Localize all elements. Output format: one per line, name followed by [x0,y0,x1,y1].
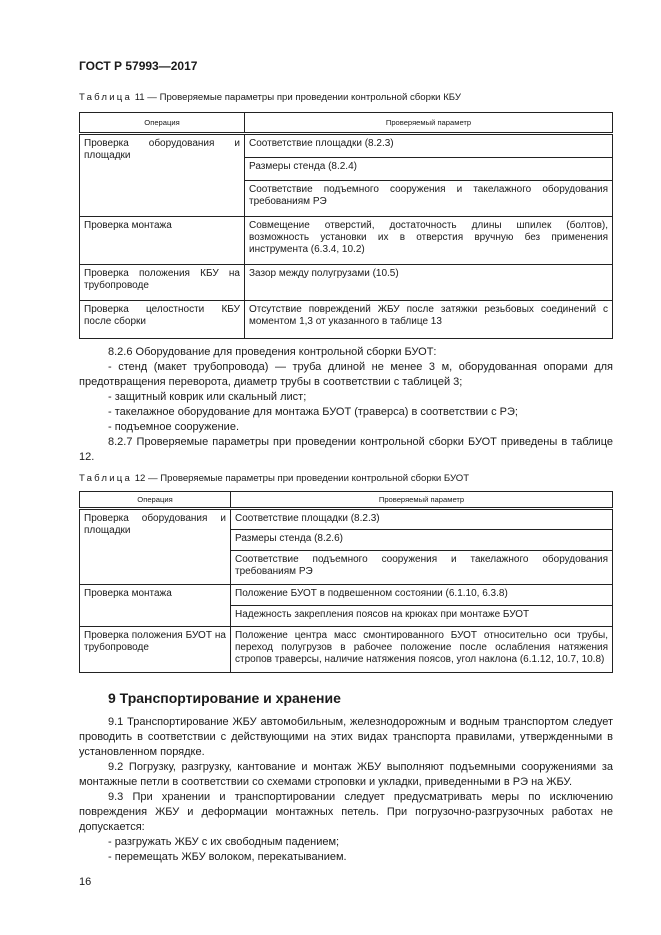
column-header-parameter: Проверяемый параметр [231,492,613,509]
paragraph: 9.2 Погрузку, разгрузку, кантование и монтаж ЖБУ выполняют подъемными сооружениями за монтажные петли в соответствии со схемами строповки и укладки, приведенными в РЭ на ЖБУ. [79,761,613,788]
table-cell-operation: Проверка положения БУОТ на трубопроводе [80,627,231,673]
table-12-caption [79,473,613,485]
table-cell-parameter: Соответствие площадки (8.2.3) [231,509,613,530]
document-header: ГОСТ Р 57993—2017 [79,59,198,73]
table-cell-parameter: Размеры стенда (8.2.6) [231,530,613,551]
table-cell-operation: Проверка целостности КБУ после сборки [80,301,245,339]
table-cell-parameter: Положение центра масс смонтированного БУОТ относительно оси трубы, переход полугрузов в рабочее положение после ослабления натяжения стропов траверсы, наличие натяжения поясов, угол наклона (6.1.12, 10.7, 10.8) [231,627,613,673]
paragraph: 9.1 Транспортирование ЖБУ автомобильным, железнодорожным и водным транспортом следует проводить в соответствии с действующими на этих видах транспорта правилами, утвержденными в установленном порядке. [79,716,613,758]
list-item: - такелажное оборудование для монтажа БУОТ (траверса) в соответствии с РЭ; [108,406,518,418]
table-cell-operation: Проверка положения КБУ на трубопроводе [80,265,245,301]
table-cell-operation: Проверка монтажа [80,585,231,627]
table-11 [79,112,613,339]
list-item: - подъемное сооружение. [108,421,239,433]
list-item: - перемещать ЖБУ волоком, перекатыванием. [108,851,347,863]
table-cell-parameter: Положение БУОТ в подвешенном состоянии (6.1.10, 6.3.8) [231,585,613,606]
page-content [79,0,613,929]
table-12 [79,491,613,673]
caption-word: Таблица [79,92,133,103]
paragraph: 8.2.7 Проверяемые параметры при проведении контрольной сборки БУОТ приведены в таблице 12. [79,436,613,463]
table-cell-parameter: Размеры стенда (8.2.4) [245,158,613,181]
column-header-operation: Операция [80,113,245,134]
table-11-caption [79,92,613,104]
table-cell-operation: Проверка оборудования и площадки [80,134,245,217]
paragraph: 9.3 При хранении и транспортировании следует предусматривать меры по исключению повреждения ЖБУ и деформации монтажных петель. При погрузочно-разгрузочных работах не допускается: [79,791,613,833]
page-number: 16 [79,876,92,888]
table-cell-parameter: Зазор между полугрузами (10.5) [245,265,613,301]
column-header-operation: Операция [80,492,231,509]
table-cell-parameter: Совмещение отверстий, достаточность длины шпилек (болтов), возможность установки их в отверстия вручную без применения инструмента (6.3.4, 10.2) [245,217,613,265]
table-cell-parameter: Надежность закрепления поясов на крюках при монтаже БУОТ [231,606,613,627]
section-8-paragraphs [79,345,613,465]
list-item: - защитный коврик или скальный лист; [108,391,307,403]
table-cell-parameter: Соответствие подъемного сооружения и такелажного оборудования требованиям РЭ [245,181,613,217]
paragraph: 8.2.6 Оборудование для проведения контрольной сборки БУОТ: [108,346,437,358]
list-item: - разгружать ЖБУ с их свободным падением; [108,836,340,848]
section-heading: 9 Транспортирование и хранение [108,690,341,706]
table-cell-operation: Проверка монтажа [80,217,245,265]
table-cell-parameter: Отсутствие повреждений ЖБУ после затяжки резьбовых соединений с моментом 1,3 от указанного в таблице 13 [245,301,613,339]
column-header-parameter: Проверяемый параметр [245,113,613,134]
list-item: - стенд (макет трубопровода) — труба длиной не менее 3 м, оборудованная опорами для предотвращения переворота, диаметр трубы в соответствии с таблицей 3; [79,361,613,388]
section-9-paragraphs [79,715,613,865]
caption-text: 12 — Проверяемые параметры при проведении контрольной сборки БУОТ [134,473,470,484]
caption-word: Таблица [79,473,133,484]
caption-text: 11 — Проверяемые параметры при проведении контрольной сборки КБУ [134,92,461,103]
table-cell-parameter: Соответствие площадки (8.2.3) [245,134,613,158]
table-cell-operation: Проверка оборудования и площадки [80,509,231,585]
table-cell-parameter: Соответствие подъемного сооружения и такелажного оборудования требованиям РЭ [231,551,613,585]
